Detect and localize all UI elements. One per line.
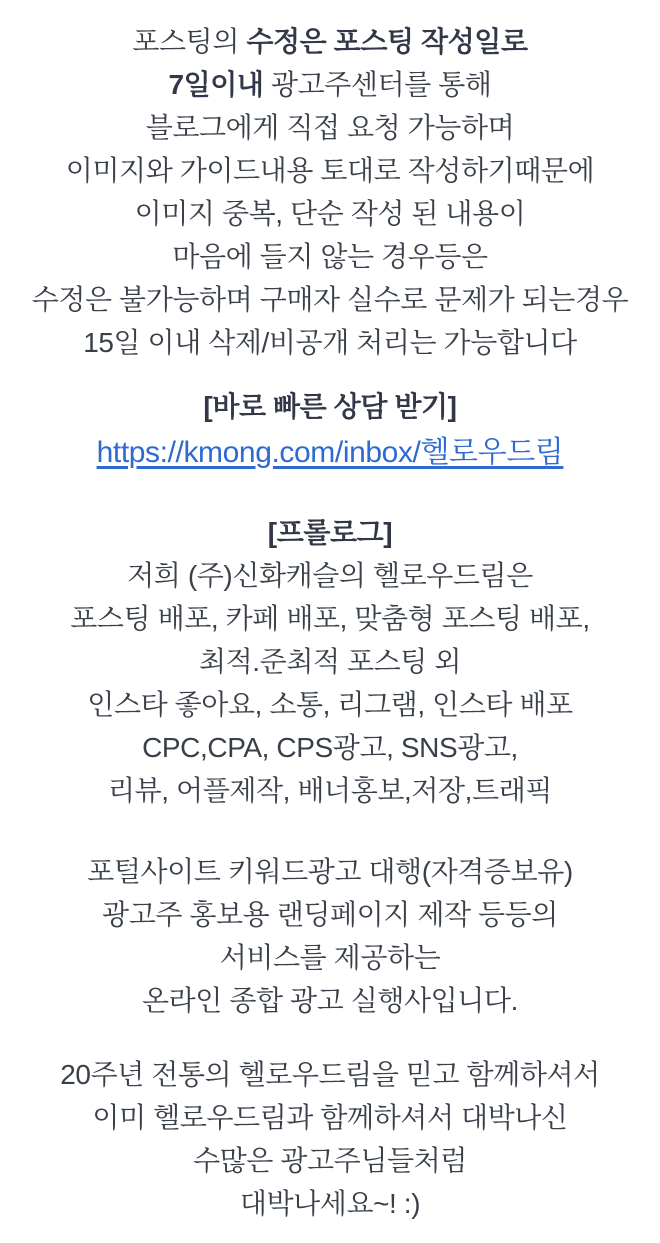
- text-segment-bold: [바로 빠른 상담 받기]: [203, 391, 457, 422]
- text-line: [0, 235, 660, 278]
- text-line: [0, 554, 660, 597]
- text-segment: CPC,CPA, CPS광고, SNS광고,: [142, 732, 518, 763]
- text-segment: 15일 이내 삭제/비공개 처리는 가능합니다: [83, 327, 577, 358]
- text-segment: 서비스를 제공하는: [219, 942, 441, 973]
- text-line: [0, 769, 660, 812]
- text-segment: 리뷰, 어플제작, 배너홍보,저장,트래픽: [108, 775, 552, 806]
- text-line: [0, 726, 660, 769]
- text-segment-bold: [프롤로그]: [267, 517, 393, 548]
- text-line: [0, 63, 660, 106]
- text-segment: 인스타 좋아요, 소통, 리그램, 인스타 배포: [87, 689, 573, 720]
- text-line: [0, 278, 660, 321]
- text-line: [0, 1096, 660, 1139]
- text-line: [0, 149, 660, 192]
- text-line: [0, 850, 660, 893]
- text-line: [0, 511, 660, 554]
- text-segment: 수정은 불가능하며 구매자 실수로 문제가 되는경우: [31, 284, 629, 315]
- paragraph-closing: [0, 1053, 660, 1225]
- text-line: [0, 385, 660, 428]
- text-line: [0, 106, 660, 149]
- text-line: [0, 979, 660, 1022]
- paragraph-quick-consult: [0, 385, 660, 478]
- text-line: [0, 640, 660, 683]
- text-line: [0, 1182, 660, 1225]
- text-segment-bold: 수정은 포스팅 작성일로: [246, 26, 528, 57]
- kmong-inbox-link[interactable]: https://kmong.com/inbox/헬로우드림: [96, 436, 564, 469]
- text-line: [0, 428, 660, 478]
- text-segment: 광고주 홍보용 랜딩페이지 제작 등등의: [102, 899, 558, 930]
- text-line: [0, 1139, 660, 1182]
- text-segment: 포스팅 배포, 카페 배포, 맞춤형 포스팅 배포,: [70, 603, 590, 634]
- paragraph-prologue: [0, 511, 660, 812]
- text-line: [0, 20, 660, 63]
- text-segment: 마음에 들지 않는 경우등은: [172, 241, 488, 272]
- text-line: [0, 683, 660, 726]
- text-segment: 포털사이트 키워드광고 대행(자격증보유): [87, 856, 573, 887]
- text-segment: 광고주센터를 통해: [263, 69, 492, 100]
- paragraph-services: [0, 850, 660, 1022]
- text-line: [0, 597, 660, 640]
- text-segment: 20주년 전통의 헬로우드림을 믿고 함께하셔서: [60, 1059, 600, 1090]
- paragraph-edit-policy: [0, 0, 660, 364]
- text-segment: 저희 (주)신화캐슬의 헬로우드림은: [127, 560, 533, 591]
- text-segment: 수많은 광고주님들처럼: [193, 1145, 467, 1176]
- text-segment: 이미지와 가이드내용 토대로 작성하기때문에: [65, 155, 595, 186]
- text-segment: 최적.준최적 포스팅 외: [199, 646, 461, 677]
- text-segment-bold: 7일이내: [168, 69, 264, 100]
- text-line: [0, 321, 660, 364]
- text-line: [0, 893, 660, 936]
- text-segment: 온라인 종합 광고 실행사입니다.: [142, 985, 518, 1016]
- text-line: [0, 1053, 660, 1096]
- text-line: [0, 936, 660, 979]
- text-segment: 대박나세요~! :): [239, 1188, 421, 1219]
- text-segment: 이미 헬로우드림과 함께하셔서 대박나신: [92, 1102, 568, 1133]
- text-segment: 이미지 중복, 단순 작성 된 내용이: [134, 198, 526, 229]
- text-segment: 블로그에게 직접 요청 가능하며: [145, 112, 515, 143]
- text-segment: 포스팅의: [132, 26, 247, 57]
- text-line: [0, 192, 660, 235]
